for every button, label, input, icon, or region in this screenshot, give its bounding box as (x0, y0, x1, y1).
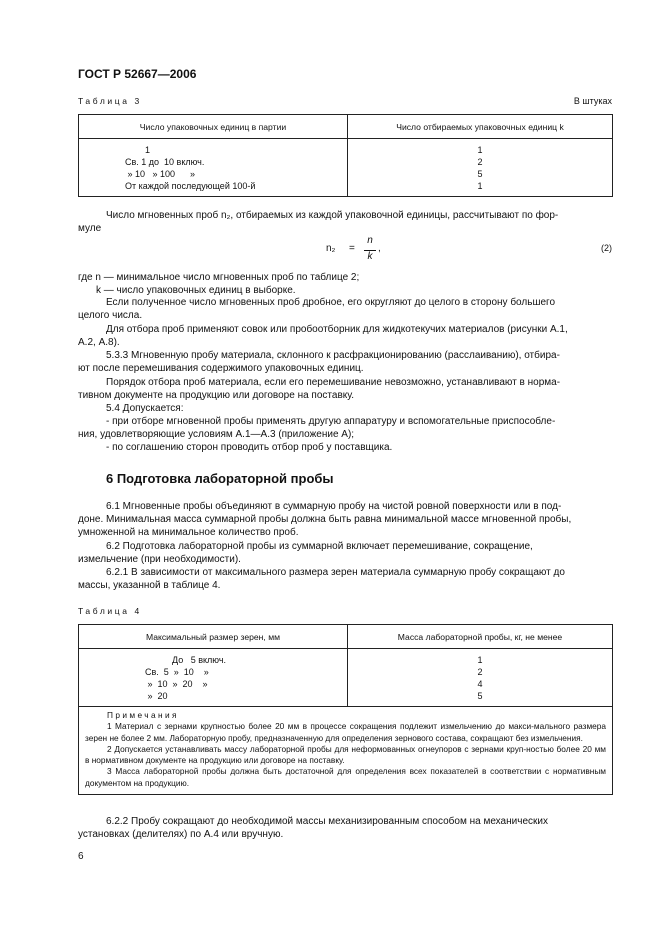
paragraph-n2: Число мгновенных проб n₂, отбираемых из каждой упаковочной единицы, рассчитывают по фор- муле (78, 210, 559, 235)
table4-left-cell (79, 649, 348, 707)
table-cell: Св. 5 » 10 » (145, 667, 209, 677)
page-number: 6 (78, 851, 84, 862)
table-cell: » 10 » 100 » (125, 169, 196, 179)
table-cell: Св. 1 до 10 включ. (125, 157, 205, 167)
paragraph-other-equipment: - при отборе мгновенной пробы применять другую аппаратуру и вспомогательные приспособле- ния, удовлетворяющие условиям А.1—А.3 (приложение А); (78, 416, 556, 441)
paragraph-rounding: Если полученное число мгновенных проб дробное, его округляют до целого в сторону большего целого числа. (78, 297, 556, 322)
table4-notes-cell (79, 707, 613, 795)
table-cell: 1 (145, 145, 151, 155)
table3-left-cell (79, 139, 348, 197)
table-cell: 1 (477, 181, 483, 191)
table3-header-col1: Число упаковочных единиц в партии (79, 115, 348, 139)
paragraph-6-2-1: 6.2.1 В зависимости от максимального размера зерен материала суммарную пробу сокращают до массы, указанной в таблице 4. (78, 567, 565, 592)
table3-label: Таблица 3 (78, 96, 142, 106)
note-1: 1 Материал с зернами крупностью более 20 мм в процессе сокращения подлежит измельчению до макси-мального размера зерен не более 2 мм. Лабораторную пробу, предназначенную для определения зернового состава, сокращают без измельчения. (85, 721, 606, 743)
table-cell: От каждой последующей 100-й (125, 181, 256, 191)
table-cell: 2 (477, 667, 483, 677)
note-2: 2 Допускается устанавливать массу лабораторной пробы для неформованных огнеупоров с зернами круп-ностью более 20 мм в нормативном документе на продукцию или договоре на поставку. (85, 743, 606, 766)
table3-units: В штуках (573, 96, 612, 106)
paragraph-5-4: 5.4 Допускается: (106, 403, 184, 414)
table-cell: » 20 (145, 691, 168, 701)
notes-title: Примечания (107, 710, 179, 720)
table4-header-col1: Максимальный размер зерен, мм (79, 625, 348, 649)
formula-explanation: где n — минимальное число мгновенных проб по таблице 2; k — число упаковочных единиц в выборке. (78, 272, 360, 297)
table-cell: 5 (477, 691, 483, 701)
table-cell: До 5 включ. (172, 655, 227, 665)
formula-numerator: n (367, 235, 373, 246)
table3-right-cell (348, 139, 613, 197)
table4-header-col2: Масса лабораторной пробы, кг, не менее (348, 625, 613, 649)
section-heading: 6 Подготовка лабораторной пробы (106, 471, 334, 486)
formula-lhs: n₂ (326, 243, 336, 254)
table4-right-cell (348, 649, 613, 707)
table-cell: 1 (477, 145, 483, 155)
table3-header-col2: Число отбираемых упаковочных единиц k (348, 115, 613, 139)
table-cell: 5 (477, 169, 483, 179)
paragraph-order: Порядок отбора проб материала, если его перемешивание невозможно, устанавливают в норма- тивном документе на продукцию или договоре на поставку. (78, 377, 561, 402)
table-cell: 2 (477, 157, 483, 167)
note-3: 3 Масса лабораторной пробы должна быть достаточной для определения всех показателей в соответствии с нормативным документом на продукцию. (85, 766, 606, 788)
formula-comma: , (378, 243, 381, 254)
formula-number: (2) (601, 243, 612, 253)
formula-equals: = (349, 243, 355, 254)
table-cell: 1 (477, 655, 483, 665)
table-cell: 4 (477, 679, 483, 689)
table-cell: » 10 » 20 » (145, 679, 208, 689)
table3 (78, 114, 613, 197)
table4-label: Таблица 4 (78, 606, 142, 616)
document-header: ГОСТ Р 52667—2006 (78, 67, 197, 81)
paragraph-6-2-2: 6.2.2 Пробу сокращают до необходимой массы механизированным способом на механических установках (делителях) по А.4 или вручную. (78, 816, 548, 841)
paragraph-6-1: 6.1 Мгновенные пробы объединяют в суммарную пробу на чистой ровной поверхности или в под- доне. Минимальная масса суммарной пробы должна быть равна минимальной массе мгновенной пробы, умноженной на минимальное количество проб. (78, 501, 572, 539)
paragraph-5-3-3: 5.3.3 Мгновенную пробу материала, склонного к расфракционированию (расслаиванию), отбира- ют после перемешивания содержимого упаковочных единиц. (78, 350, 560, 375)
paragraph-tools: Для отбора проб применяют совок или пробоотборник для жидкотекучих материалов (рисунки А.1, А.2, А.8). (78, 324, 568, 349)
paragraph-supplier: - по соглашению сторон проводить отбор проб у поставщика. (106, 442, 393, 453)
formula-denominator: k (367, 251, 373, 262)
table4 (78, 624, 613, 795)
paragraph-6-2: 6.2 Подготовка лабораторной пробы из суммарной включает перемешивание, сокращение, измельчение (при необходимости). (78, 541, 533, 566)
